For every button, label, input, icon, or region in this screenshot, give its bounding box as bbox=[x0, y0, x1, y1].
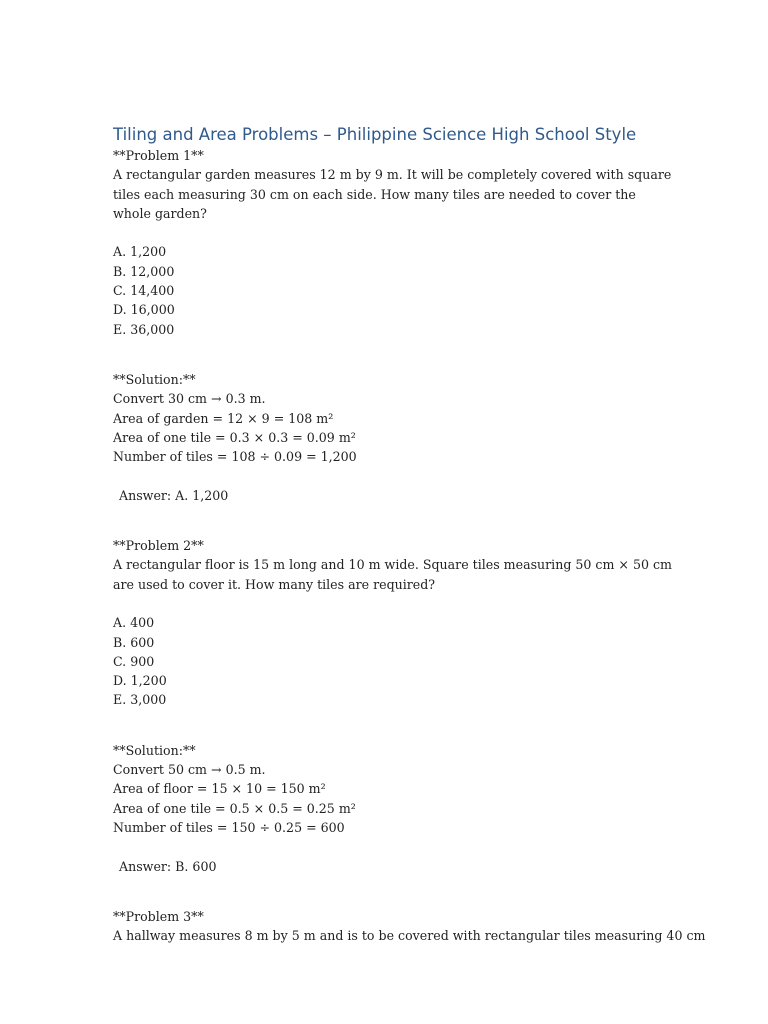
problem-2-options bbox=[113, 613, 673, 709]
solution-2-line: Area of floor = 15 × 10 = 150 m² bbox=[113, 781, 326, 797]
problem-2 bbox=[113, 536, 673, 907]
problem-3-heading: **Problem 3** bbox=[113, 908, 204, 924]
solution-2-line: Convert 50 cm → 0.5 m. bbox=[113, 762, 266, 778]
option-b: B. 600 bbox=[113, 634, 155, 650]
answer-1: Answer: A. 1,200 bbox=[119, 487, 229, 503]
option-d: D. 1,200 bbox=[113, 673, 167, 689]
solution-1-line: Area of one tile = 0.3 × 0.3 = 0.09 m² bbox=[113, 429, 356, 445]
option-e: E. 36,000 bbox=[113, 321, 175, 337]
problem-3 bbox=[113, 907, 706, 946]
solution-2-heading: **Solution:** bbox=[113, 742, 196, 758]
option-c: C. 14,400 bbox=[113, 283, 175, 299]
option-c: C. 900 bbox=[113, 653, 155, 669]
problem-1 bbox=[113, 146, 673, 536]
problem-1-heading: **Problem 1** bbox=[113, 148, 204, 163]
solution-2-line: Area of one tile = 0.5 × 0.5 = 0.25 m² bbox=[113, 800, 356, 816]
option-b: B. 12,000 bbox=[113, 263, 175, 279]
problem-3-text: A hallway measures 8 m by 5 m and is to be covered with rectangular tiles measuring 40 cm bbox=[113, 928, 706, 944]
solution-1-line: Convert 30 cm → 0.3 m. bbox=[113, 391, 266, 407]
solution-1-line: Area of garden = 12 × 9 = 108 m² bbox=[113, 410, 334, 426]
document-body bbox=[113, 124, 706, 945]
option-d: D. 16,000 bbox=[113, 302, 175, 318]
problem-2-heading: **Problem 2** bbox=[113, 538, 204, 554]
solution-1-heading: **Solution:** bbox=[113, 371, 196, 387]
problem-1-text: A rectangular garden measures 12 m by 9 m. It will be completely covered with square tiles each measuring 30 cm on each side. How many tiles are needed to cover the whole garden? bbox=[113, 167, 672, 221]
option-a: A. 400 bbox=[113, 615, 155, 631]
option-e: E. 3,000 bbox=[113, 692, 167, 708]
solution-1-line: Number of tiles = 108 ÷ 0.09 = 1,200 bbox=[113, 449, 357, 465]
answer-2: Answer: B. 600 bbox=[119, 858, 217, 874]
problem-2-text: A rectangular floor is 15 m long and 10 m wide. Square tiles measuring 50 cm × 50 cm are used to cover it. How many tiles are required? bbox=[113, 557, 672, 592]
solution-2-line: Number of tiles = 150 ÷ 0.25 = 600 bbox=[113, 819, 345, 835]
problem-1-options bbox=[113, 242, 673, 338]
option-a: A. 1,200 bbox=[113, 244, 167, 260]
document-title: Tiling and Area Problems – Philippine Science High School Style bbox=[113, 125, 637, 144]
